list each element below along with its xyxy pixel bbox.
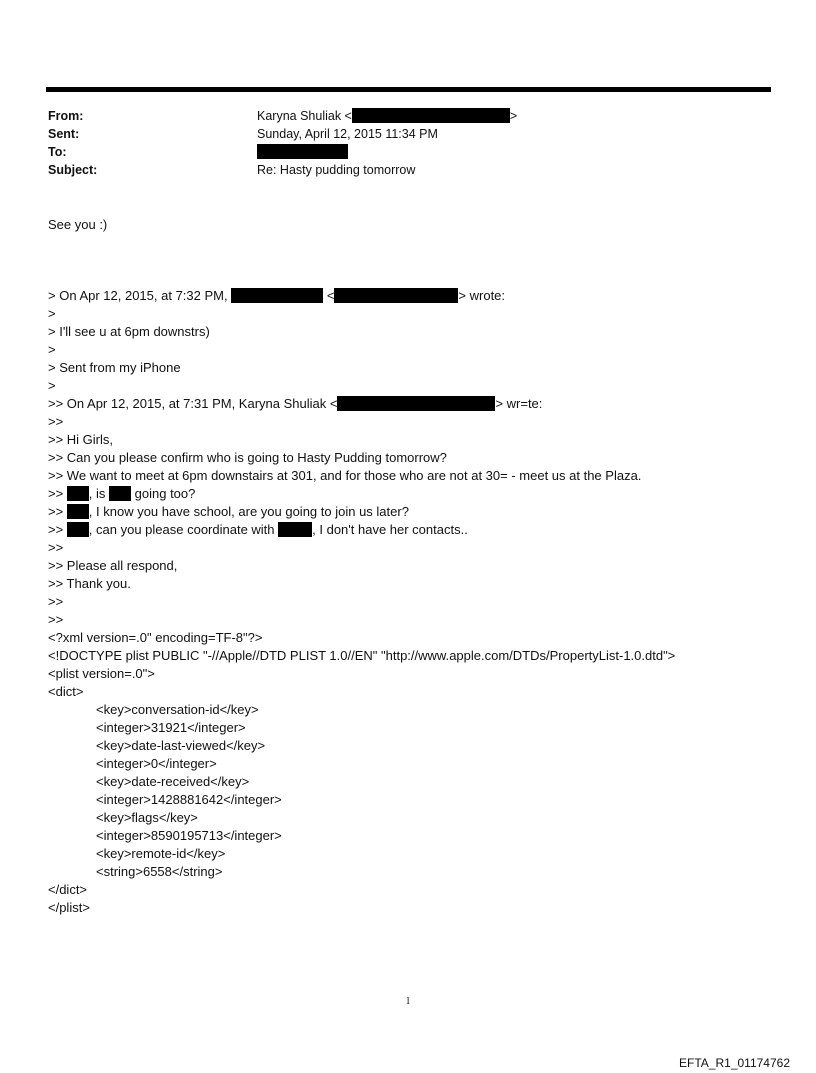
redaction-box: [67, 504, 89, 519]
plist-line: <?xml version=.0" encoding=TF-8"?>: [48, 630, 263, 645]
quote-text: >>: [48, 522, 67, 537]
redaction-box: [337, 396, 495, 411]
from-name: Karyna Shuliak <: [257, 109, 352, 123]
quote-line: >: [48, 306, 56, 321]
redaction-box: [257, 144, 348, 159]
quote-line: >>: [48, 612, 64, 627]
from-suffix: >: [509, 109, 518, 123]
quote-text: >>: [48, 486, 67, 501]
quote-line: >> Hi Girls,: [48, 432, 114, 447]
plist-line: <integer>1428881642</integer>: [96, 792, 282, 807]
quote-text: , is: [88, 486, 110, 501]
quote-text: , can you please coordinate with: [88, 522, 279, 537]
plist-line: </plist>: [48, 900, 90, 915]
quote-line: [48, 521, 675, 539]
to-label: To:: [48, 145, 67, 159]
redaction-box: [67, 486, 89, 501]
from-value: [257, 107, 517, 125]
redaction-box: [109, 486, 131, 501]
sent-label: Sent:: [48, 127, 80, 141]
subject-value: Re: Hasty pudding tomorrow: [257, 163, 416, 177]
plist-line: </dict>: [48, 882, 88, 897]
from-label: From:: [48, 109, 84, 123]
quote-text: <: [323, 288, 335, 303]
subject-label: Subject:: [48, 163, 98, 177]
quote-line: [48, 485, 675, 503]
quote-text: >> On Apr 12, 2015, at 7:31 PM, Karyna Shuliak <: [48, 396, 338, 411]
quote-line: >>: [48, 414, 64, 429]
quoted-message: [48, 287, 675, 917]
plist-line: <key>date-received</key>: [96, 774, 250, 789]
quote-text: going too?: [131, 486, 196, 501]
plist-line: <key>flags</key>: [96, 810, 198, 825]
redaction-box: [352, 108, 510, 123]
quote-line: >: [48, 378, 56, 393]
quote-line: > Sent from my iPhone: [48, 360, 181, 375]
quote-line: >> Can you please confirm who is going to Hasty Pudding tomorrow?: [48, 450, 447, 465]
plist-line: <key>remote-id</key>: [96, 846, 226, 861]
to-value: [257, 143, 348, 161]
quote-line: [48, 503, 675, 521]
quote-text: >>: [48, 504, 67, 519]
plist-line: <integer>8590195713</integer>: [96, 828, 282, 843]
quote-line: >> Please all respond,: [48, 558, 178, 573]
plist-line: <integer>31921</integer>: [96, 720, 246, 735]
quote-line: >> We want to meet at 6pm downstairs at 301, and for those who are not at 30= - meet us at the Plaza.: [48, 468, 642, 483]
plist-line: <integer>0</integer>: [96, 756, 217, 771]
redaction-box: [231, 288, 323, 303]
quote-text: , I don't have her contacts..: [312, 522, 468, 537]
plist-line: <dict>: [48, 684, 84, 699]
quote-line: [48, 287, 675, 305]
header-rule: [46, 87, 771, 92]
quote-line: >: [48, 342, 56, 357]
quote-line: >> Thank you.: [48, 576, 131, 591]
plist-line: <key>conversation-id</key>: [96, 702, 259, 717]
quote-text: , I know you have school, are you going to join us later?: [88, 504, 409, 519]
plist-line: <plist version=.0">: [48, 666, 155, 681]
quote-text: > wrote:: [458, 288, 506, 303]
page-number: 1: [405, 996, 411, 1007]
quote-line: > I'll see u at 6pm downstrs): [48, 324, 210, 339]
redaction-box: [67, 522, 89, 537]
quote-line: >>: [48, 594, 64, 609]
quote-text: > On Apr 12, 2015, at 7:32 PM,: [48, 288, 232, 303]
quote-text: > wr=te:: [495, 396, 543, 411]
plist-line: <key>date-last-viewed</key>: [96, 738, 266, 753]
reply-text: See you :): [48, 217, 108, 232]
quote-line: >>: [48, 540, 64, 555]
plist-line: <!DOCTYPE plist PUBLIC "-//Apple//DTD PLIST 1.0//EN" "http://www.apple.com/DTDs/PropertyList-1.0.dtd">: [48, 648, 676, 663]
quote-line: [48, 395, 675, 413]
plist-line: <string>6558</string>: [96, 864, 223, 879]
redaction-box: [278, 522, 312, 537]
sent-value: Sunday, April 12, 2015 11:34 PM: [257, 127, 438, 141]
document-id: EFTA_R1_01174762: [679, 1056, 790, 1070]
redaction-box: [334, 288, 458, 303]
